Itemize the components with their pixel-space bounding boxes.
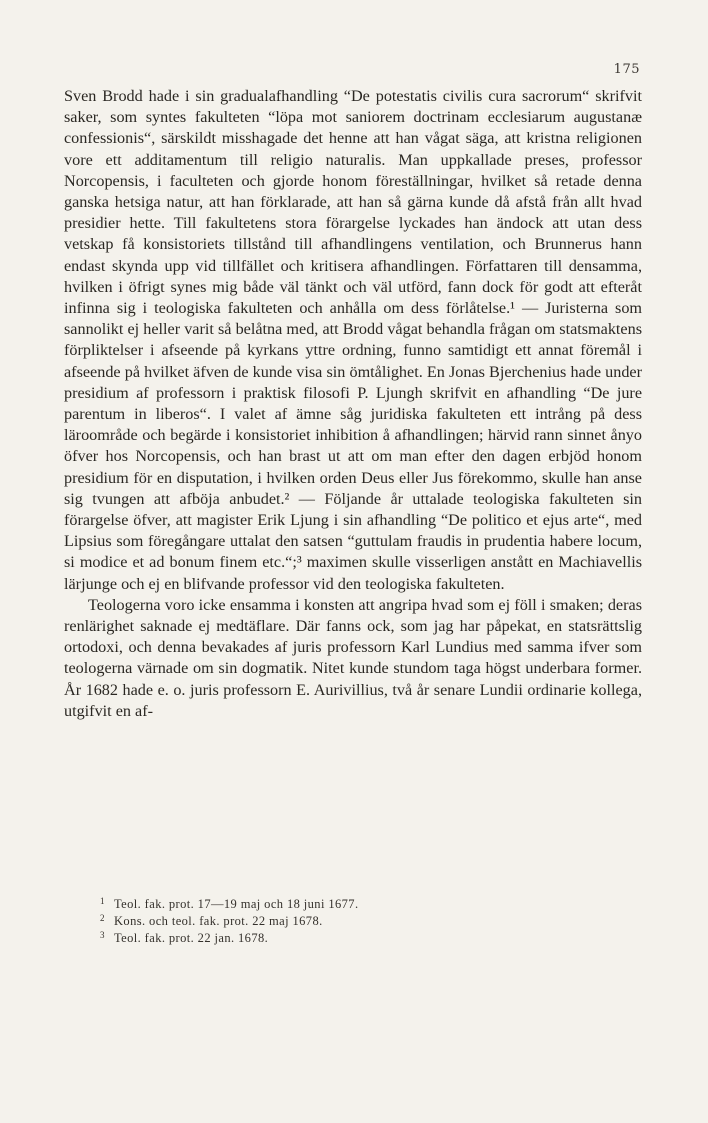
paragraph: Sven Brodd hade i sin gradualafhandling “De potestatis civilis cura sacrorum“ skrifvit saker, som syntes fakulteten “löpa mot saniorem doctrinam ecclesiarum augustanæ confessionis“, särskildt misshagade det henne att han vågat säga, att kristna religionen vore ett additamentum till religio naturalis. Man uppkallade preses, professor Norcopensis, i faculteten och gjorde honom föreställningar, hvilket så retade denna ganska hetsiga natur, att han förklarade, att han så gärna kunde då afstå från allt hvad presidier hette. Till fakultetens stora förargelse lyckades han ändock att utan dess vetskap få konsistoriets tillstånd till afhandlingens ventilation, och Brunnerus hann endast skynda upp vid tillfället och kritisera afhandlingen. Författaren till densamma, hvilken i öfrigt synes mig både väl tänkt och väl utförd, fann dock för godt att efteråt infinna sig i teologiska fakulteten och anhålla om dess förlåtelse.¹ — Juristerna som sannolikt ej heller varit så belåtna med, att Brodd vågat behandla frågan om statsmaktens förpliktelser i afseende på kyrkans yttre ordning, funno samtidigt ett annat föremål i afseende på hvilket äfven de kunde visa sin ömtålighet. En Jonas Bjerchenius hade under presidium af professorn i praktisk filosofi P. Ljungh skrifvit en afhandling “De jure parentum in liberos“. I valet af ämne såg juridiska fakulteten ett intrång på dess läroområde och begärde i konsistoriet inhibition å afhandlingen; härvid rann sinnet ånyo öfver hos Norcopensis, och han brast ut att om man efter den dagen erbjöd honom presidium för en disputation, i hvilken orden Deus eller Jus förekommo, skulle han anse sig tvungen att afböja anbudet.² — Följande år uttalade teologiska fakulteten sin förargelse öfver, att magister Erik Ljung i sin afhandling “De politico et ejus arte“, med Lipsius som föregångare uttalat den satsen “guttulam fraudis in prudentia habere locum, si modice et ad bonum finem etc.“;³ maximen skulle visserligen anstått en Machiavellis lärjunge och ej en blifvande professor vid den teologiska fakulteten. [64, 87, 642, 593]
footnote-mark: 3 [100, 930, 105, 940]
footnote-mark: 2 [100, 913, 105, 923]
paragraph: Teologerna voro icke ensamma i konsten att angripa hvad som ej föll i smaken; deras renlärighet saknade ej medtäflare. Där fanns ock, som jag har påpekat, en statsrättslig ortodoxi, och denna bevakades af juris professorn Karl Lundius med samma ifver som teologerna värnade om sin dogmatik. Nitet kunde stundom taga högst underbara former. År 1682 hade e. o. juris professorn E. Aurivillius, två år senare Lundii ordinarie kollega, utgifvit en af- [64, 595, 642, 720]
footnote [100, 896, 620, 913]
footnote [100, 913, 620, 930]
footnotes [100, 896, 620, 947]
body-text [64, 86, 642, 722]
footnote-mark: 1 [100, 896, 105, 906]
footnote-text: Teol. fak. prot. 22 jan. 1678. [114, 931, 269, 945]
footnote-text: Kons. och teol. fak. prot. 22 maj 1678. [114, 914, 323, 928]
footnote [100, 930, 620, 947]
footnote-text: Teol. fak. prot. 17—19 maj och 18 juni 1677. [114, 897, 359, 911]
page-number: 175 [613, 62, 640, 77]
